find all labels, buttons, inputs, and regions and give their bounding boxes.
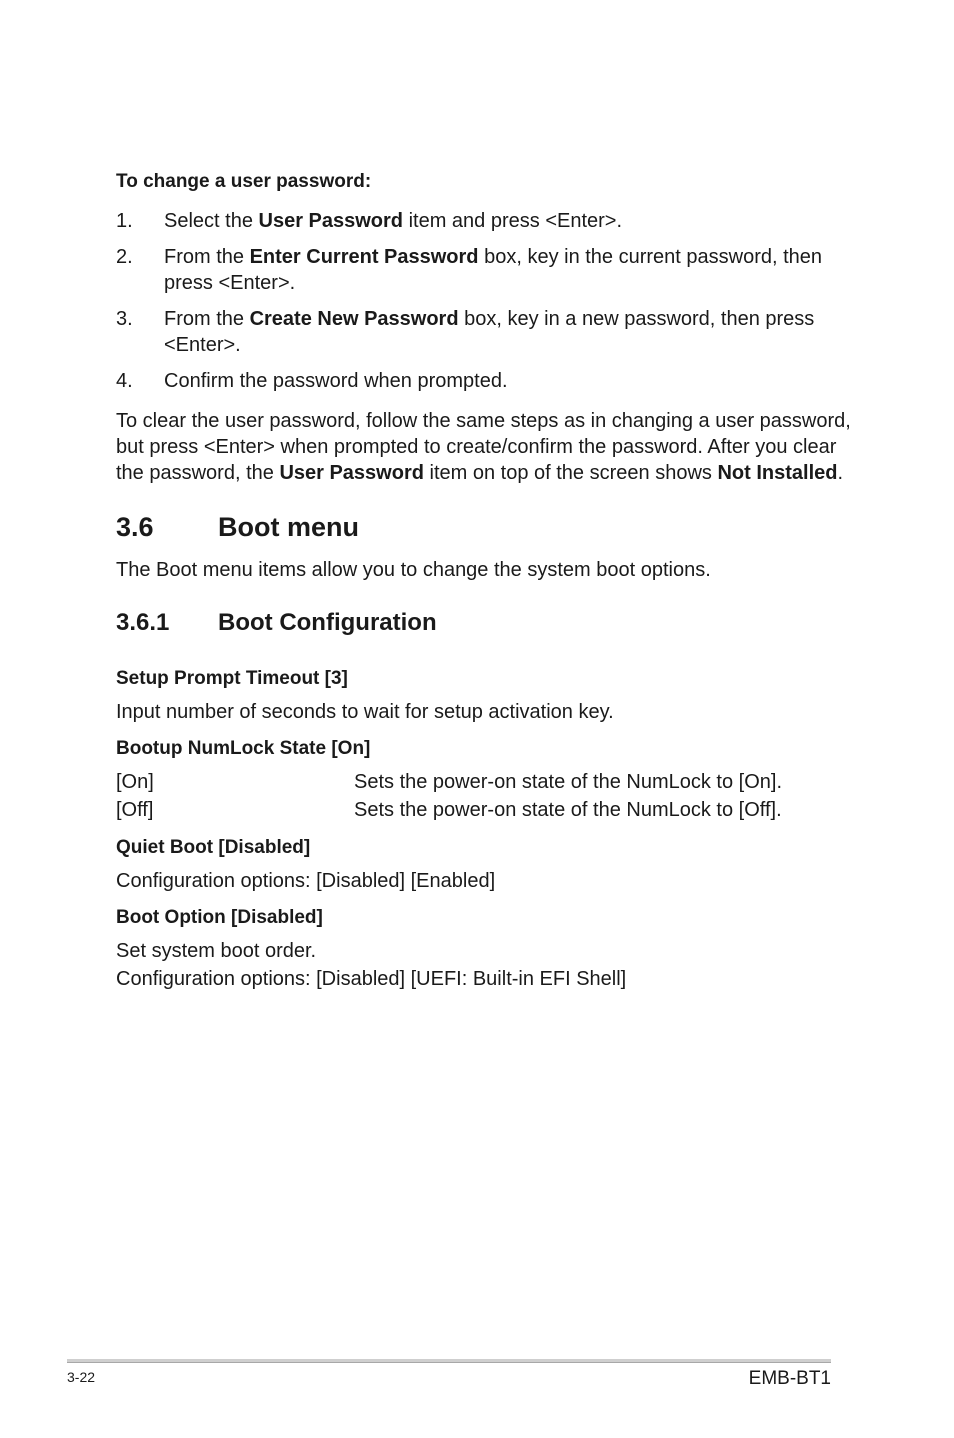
option-key: [Off] <box>116 799 154 821</box>
step-number: 4. <box>116 370 133 392</box>
setting-title-boot-option: Boot Option [Disabled] <box>116 907 323 928</box>
section-title: Boot menu <box>218 512 359 542</box>
subsection-title: Boot Configuration <box>218 609 437 636</box>
password-change-heading: To change a user password: <box>116 171 372 192</box>
step-text-part: Select the <box>164 210 259 232</box>
setting-title-numlock: Bootup NumLock State [On] <box>116 738 371 759</box>
step-text-bold: Enter Current Password <box>249 246 479 268</box>
option-key: [On] <box>116 771 154 793</box>
setting-desc: Configuration options: [Disabled] [UEFI: Built-in EFI Shell] <box>116 968 627 990</box>
para-text-part: . <box>837 462 844 484</box>
step-text-bold: User Password <box>258 210 404 232</box>
step-text-part: box, key in a new password, then press <box>458 308 815 330</box>
footer-divider <box>67 1359 831 1363</box>
step-text-bold: Create New Password <box>249 308 459 330</box>
step-text-part: item and press <Enter>. <box>403 210 623 232</box>
step-text <box>164 306 814 332</box>
setting-desc: Input number of seconds to wait for setup activation key. <box>116 701 614 723</box>
section-number: 3.6 <box>116 512 154 542</box>
step-number: 2. <box>116 246 133 268</box>
option-desc: Sets the power-on state of the NumLock to [Off]. <box>354 799 782 821</box>
setting-title-quiet-boot: Quiet Boot [Disabled] <box>116 837 311 858</box>
clear-password-para-line <box>116 460 843 486</box>
step-number: 1. <box>116 210 133 232</box>
document-id: EMB-BT1 <box>748 1368 831 1389</box>
page-number: 3-22 <box>67 1369 96 1385</box>
step-text <box>164 244 822 270</box>
para-text-part: item on top of the screen shows <box>423 462 718 484</box>
para-text-bold: Not Installed <box>717 462 838 484</box>
step-text-continued: <Enter>. <box>164 334 241 356</box>
step-text-part: From the <box>164 246 250 268</box>
step-text: Confirm the password when prompted. <box>164 370 508 392</box>
step-text-part: From the <box>164 308 250 330</box>
subsection-number: 3.6.1 <box>116 609 170 636</box>
step-number: 3. <box>116 308 133 330</box>
clear-password-para-line: but press <Enter> when prompted to create/confirm the password. After you clear <box>116 436 837 458</box>
step-text <box>164 208 622 234</box>
step-text-continued: press <Enter>. <box>164 272 296 294</box>
setting-desc: Configuration options: [Disabled] [Enabled] <box>116 870 496 892</box>
step-text-part: box, key in the current password, then <box>478 246 823 268</box>
option-desc: Sets the power-on state of the NumLock to [On]. <box>354 771 782 793</box>
clear-password-para-line: To clear the user password, follow the same steps as in changing a user password, <box>116 410 851 432</box>
para-text-bold: User Password <box>279 462 424 484</box>
setting-desc: Set system boot order. <box>116 940 317 962</box>
para-text-part: the password, the <box>116 462 280 484</box>
section-intro: The Boot menu items allow you to change the system boot options. <box>116 559 711 581</box>
setting-title-setup-prompt: Setup Prompt Timeout [3] <box>116 668 348 689</box>
